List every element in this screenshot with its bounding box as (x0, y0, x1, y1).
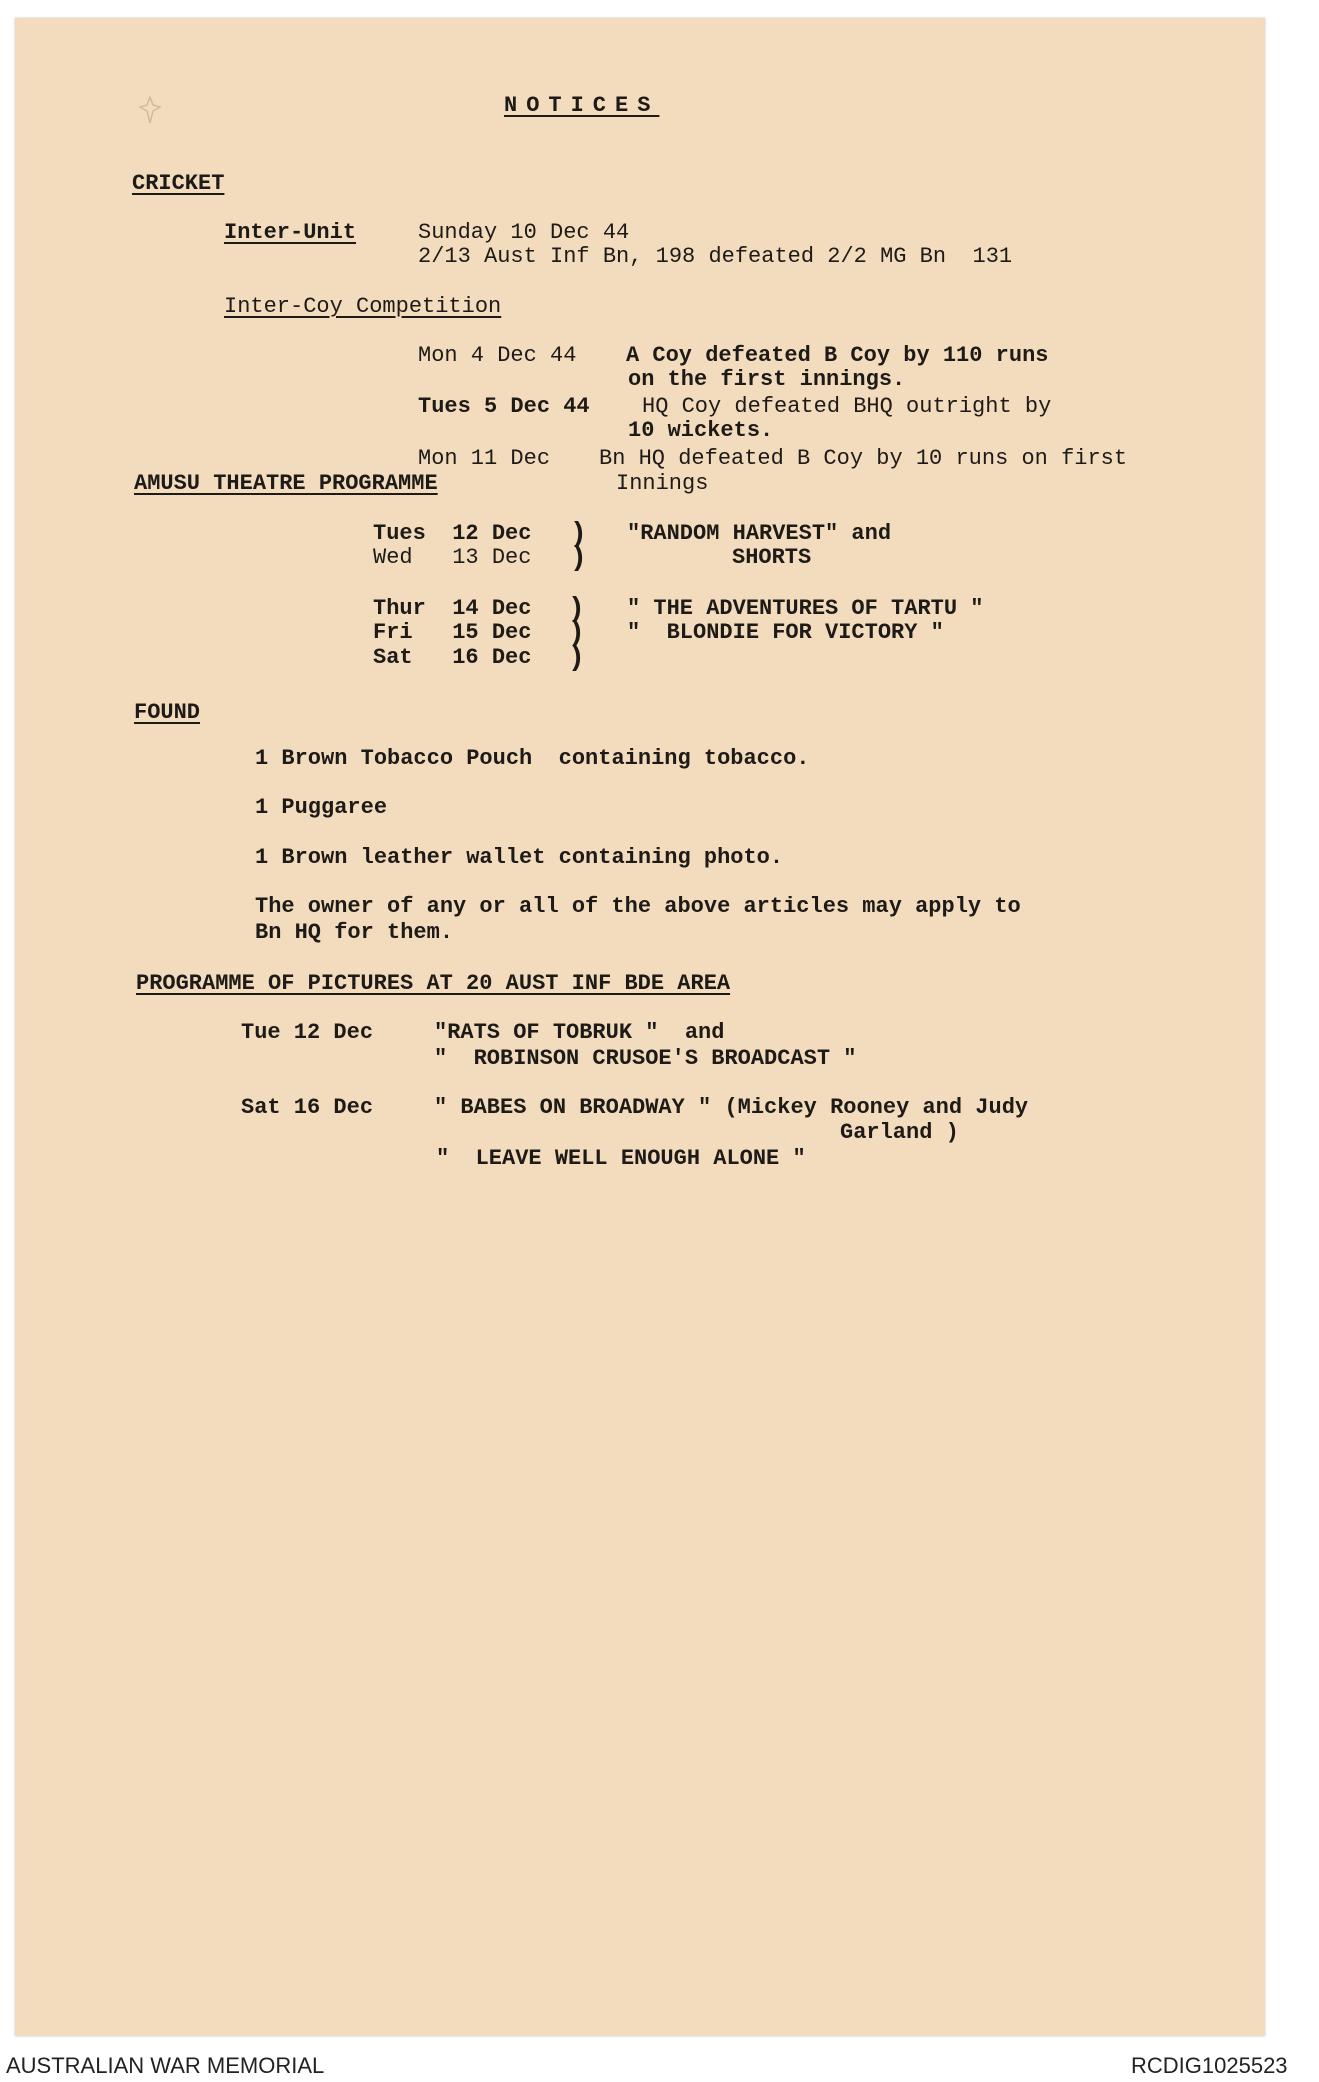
picture-line: " LEAVE WELL ENOUGH ALONE " (436, 1146, 806, 1171)
inter-unit-date: Sunday 10 Dec 44 (418, 220, 630, 245)
show-day: Sat 16 Dec (373, 645, 532, 670)
show-day: Thur 14 Dec (373, 596, 532, 621)
picture-date: Sat 16 Dec (241, 1095, 374, 1120)
found-item: 1 Puggaree (255, 795, 388, 820)
crest-mark (138, 95, 162, 125)
coy-result-date: Tues 5 Dec 44 (418, 394, 590, 419)
found-item: 1 Brown Tobacco Pouch containing tobacco. (255, 746, 810, 771)
film-title: " THE ADVENTURES OF TARTU " (627, 596, 984, 621)
amusu-heading: AMUSU THEATRE PROGRAMME (134, 471, 438, 496)
coy-result-date: Mon 11 Dec (418, 446, 551, 471)
film-title: SHORTS (732, 545, 812, 570)
bracket: ) (568, 643, 585, 674)
picture-line: Garland ) (840, 1120, 959, 1145)
coy-result-date: Mon 4 Dec 44 (418, 343, 577, 368)
inter-coy-label: Inter-Coy Competition (224, 294, 502, 319)
bracket: ) (570, 543, 587, 574)
found-note: The owner of any or all of the above articles may apply to (255, 894, 1021, 919)
show-day: Fri 15 Dec (373, 620, 532, 645)
coy-result-line: on the first innings. (628, 367, 906, 392)
pictures-heading: PROGRAMME OF PICTURES AT 20 AUST INF BDE AREA (136, 971, 731, 996)
footer-archive-name: AUSTRALIAN WAR MEMORIAL (6, 2053, 325, 2078)
inter-unit-result: 2/13 Aust Inf Bn, 198 defeated 2/2 MG Bn 131 (418, 244, 1013, 269)
picture-date: Tue 12 Dec (241, 1020, 374, 1045)
bracket: ) (568, 618, 585, 649)
coy-result-line: Bn HQ defeated B Coy by 10 runs on first (599, 446, 1128, 471)
bracket: ) (570, 519, 587, 550)
show-day: Tues 12 Dec (373, 521, 532, 546)
film-title: " BLONDIE FOR VICTORY " (627, 620, 944, 645)
coy-result-line: 10 wickets. (628, 418, 774, 443)
found-item: 1 Brown leather wallet containing photo. (255, 845, 784, 870)
coy-result-line: A Coy defeated B Coy by 110 runs (626, 343, 1049, 368)
cricket-heading: CRICKET (132, 171, 225, 196)
found-note: Bn HQ for them. (255, 920, 454, 945)
page-title: NOTICES (504, 93, 660, 118)
coy-result-line: HQ Coy defeated BHQ outright by (642, 394, 1052, 419)
picture-line: " BABES ON BROADWAY " (Mickey Rooney and Judy (434, 1095, 1029, 1120)
inter-unit-label: Inter-Unit (224, 220, 357, 245)
found-heading: FOUND (134, 700, 201, 725)
footer-record-id: RCDIG1025523 (1131, 2053, 1288, 2078)
show-day: Wed 13 Dec (373, 545, 532, 570)
picture-line: " ROBINSON CRUSOE'S BROADCAST " (434, 1046, 857, 1071)
picture-line: "RATS OF TOBRUK " and (434, 1020, 725, 1045)
coy-result-line: Innings (616, 471, 709, 496)
bracket: ) (568, 594, 585, 625)
film-title: "RANDOM HARVEST" and (627, 521, 892, 546)
